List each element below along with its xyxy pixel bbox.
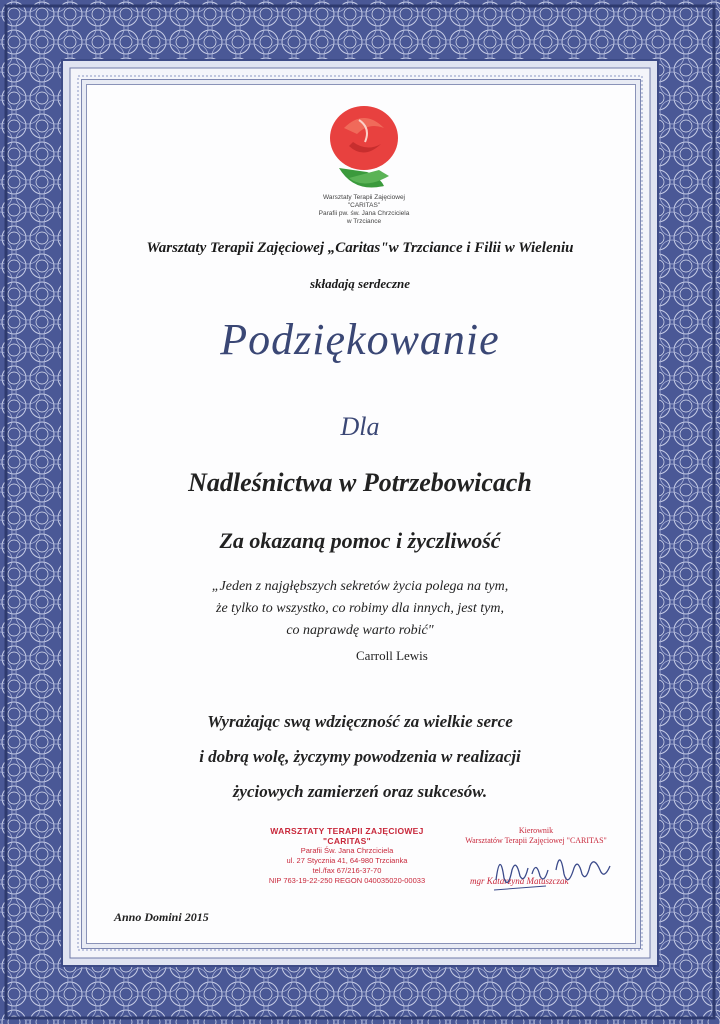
quote-author: Carroll Lewis — [356, 648, 428, 663]
stamp-line2: "CARITAS" — [323, 836, 371, 846]
quote-line1: „Jeden z najgłębszych sekretów życia polega na tym, — [211, 579, 509, 594]
dla-label: Dla — [340, 412, 380, 441]
wishes-text — [86, 704, 634, 809]
stamp-line5: tel./fax 67/216-37-70 — [312, 866, 382, 875]
subheader: składają serdeczne — [309, 276, 411, 291]
signature-name: mgr Katarzyna Matuszczak — [470, 876, 569, 886]
signature-role1: Kierownik — [518, 826, 554, 835]
stamp-line1: WARSZTATY TERAPII ZAJĘCIOWEJ — [270, 826, 424, 836]
logo-text-line3: Parafii pw. św. Jana Chrzciciela — [318, 210, 410, 217]
wishes-line1: Wyrażając swą wdzięczność za wielkie serce — [207, 712, 513, 731]
wishes-line3: życiowych zamierzeń oraz sukcesów. — [232, 782, 488, 801]
stamp-line3: Parafii Św. Jana Chrzciciela — [300, 846, 394, 855]
anno-domini: Anno Domini 2015 — [114, 910, 209, 924]
logo-text-line1: Warsztaty Terapii Zajęciowej — [323, 194, 405, 201]
recipient-name: Nadleśnictwa w Potrzebowicach — [188, 468, 532, 497]
reason-text: Za okazaną pomoc i życzliwość — [219, 528, 501, 553]
stamp-line6: NIP 763-19-22-250 REGON 040035020-00033 — [268, 876, 426, 885]
handwritten-signature — [486, 840, 616, 910]
logo-text-line2: "CARITAS" — [347, 202, 381, 209]
stamp-line4: ul. 27 Stycznia 41, 64-980 Trzcianka — [286, 856, 408, 865]
quote — [86, 576, 634, 642]
rose-icon — [309, 98, 419, 194]
organization-header: Warsztaty Terapii Zajęciowej „Caritas"w Trzciance i Filii w Wieleniu — [146, 240, 574, 256]
quote-line3: co naprawdę warto robić" — [286, 623, 434, 638]
signature-role2: Warsztatów Terapii Zajęciowej "CARITAS" — [465, 836, 607, 845]
certificate-title: Podziękowanie — [220, 315, 500, 364]
quote-line2: że tylko to wszystko, co robimy dla innych, jest tym, — [216, 601, 504, 616]
caritas-logo — [309, 98, 419, 238]
logo-text-line4: w Trzciance — [346, 218, 382, 225]
wishes-line2: i dobrą wolę, życzymy powodzenia w realizacji — [199, 747, 521, 766]
organization-stamp — [252, 826, 442, 886]
